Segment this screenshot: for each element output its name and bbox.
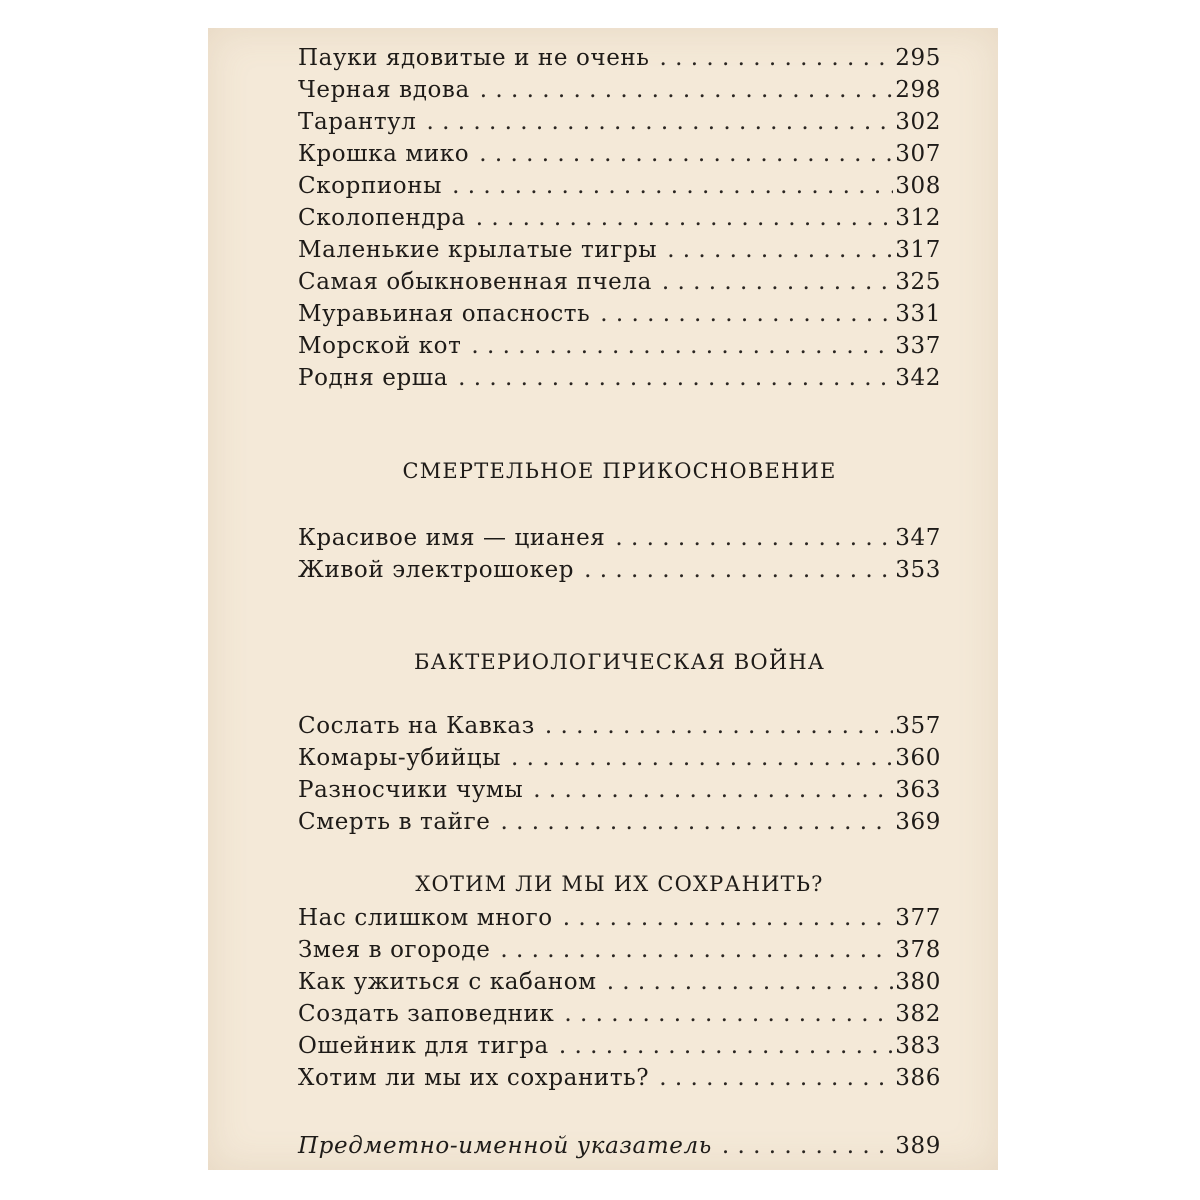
dot-leader [452, 170, 893, 202]
dot-leader [559, 1030, 893, 1062]
entry-title: Смерть в тайге [298, 809, 491, 835]
entry-page: 331 [895, 301, 941, 327]
toc-entry [298, 774, 941, 806]
toc-entry [298, 902, 941, 934]
entry-page: 347 [895, 525, 941, 551]
entry-page: 308 [895, 173, 941, 199]
index-entry [298, 1130, 941, 1162]
entry-page: 382 [895, 1001, 941, 1027]
toc-group-preservation [298, 902, 941, 1094]
toc-entry [298, 934, 941, 966]
entry-title: Сколопендра [298, 205, 466, 231]
dot-leader [662, 266, 893, 298]
entry-page: 383 [895, 1033, 941, 1059]
dot-leader [500, 934, 893, 966]
toc-entry [298, 234, 941, 266]
toc-entry [298, 362, 941, 394]
entry-title: Ошейник для тигра [298, 1033, 549, 1059]
dot-leader [563, 902, 894, 934]
toc-entry [298, 330, 941, 362]
toc-entry [298, 138, 941, 170]
entry-title: Создать заповедник [298, 1001, 555, 1027]
entry-title: Красивое имя — цианея [298, 525, 606, 551]
entry-title: Разносчики чумы [298, 777, 524, 803]
toc-group-index [298, 1130, 941, 1162]
entry-page: 377 [895, 905, 941, 931]
toc-entry [298, 170, 941, 202]
entry-title: Маленькие крылатые тигры [298, 237, 658, 263]
toc-entry [298, 806, 941, 838]
toc-group-deadly-touch [298, 522, 941, 586]
toc-entry [298, 106, 941, 138]
dot-leader [564, 998, 893, 1030]
entry-title: Самая обыкновенная пчела [298, 269, 652, 295]
dot-leader [659, 1062, 893, 1094]
entry-page: 325 [895, 269, 941, 295]
dot-leader [476, 202, 894, 234]
dot-leader [545, 710, 893, 742]
entry-title: Змея в огороде [298, 937, 491, 963]
toc-entry [298, 266, 941, 298]
dot-leader [659, 42, 893, 74]
dot-leader [479, 138, 893, 170]
entry-title: Хотим ли мы их сохранить? [298, 1065, 650, 1091]
dot-leader [500, 806, 893, 838]
toc-entry [298, 1062, 941, 1094]
entry-page: 307 [895, 141, 941, 167]
entry-title: Морской кот [298, 333, 462, 359]
dot-leader [533, 774, 893, 806]
entry-page: 295 [895, 45, 941, 71]
dot-leader [600, 298, 893, 330]
toc-entry [298, 74, 941, 106]
toc-entry [298, 554, 941, 586]
entry-title: Предметно-именной указатель [298, 1133, 712, 1159]
dot-leader [584, 554, 893, 586]
dot-leader [667, 234, 893, 266]
toc-entry [298, 298, 941, 330]
entry-page: 389 [895, 1133, 941, 1159]
entry-page: 353 [895, 557, 941, 583]
dot-leader [607, 966, 894, 998]
toc-entry [298, 742, 941, 774]
toc-group-bacteriological-war [298, 710, 941, 838]
entry-title: Муравьиная опасность [298, 301, 591, 327]
dot-leader [615, 522, 893, 554]
toc-entry [298, 1030, 941, 1062]
entry-page: 378 [895, 937, 941, 963]
entry-title: Как ужиться с кабаном [298, 969, 597, 995]
entry-title: Скорпионы [298, 173, 443, 199]
toc-entry [298, 966, 941, 998]
entry-page: 298 [895, 77, 941, 103]
entry-page: 360 [895, 745, 941, 771]
dot-leader [722, 1130, 893, 1162]
entry-page: 312 [895, 205, 941, 231]
toc-entry [298, 202, 941, 234]
entry-title: Живой электрошокер [298, 557, 575, 583]
entry-page: 363 [895, 777, 941, 803]
entry-page: 342 [895, 365, 941, 391]
entry-page: 317 [895, 237, 941, 263]
entry-title: Тарантул [298, 109, 417, 135]
entry-title: Родня ерша [298, 365, 449, 391]
entry-page: 386 [895, 1065, 941, 1091]
section-heading: СМЕРТЕЛЬНОЕ ПРИКОСНОВЕНИЕ [402, 459, 837, 483]
entry-title: Комары-убийцы [298, 745, 501, 771]
section-heading: БАКТЕРИОЛОГИЧЕСКАЯ ВОЙНА [414, 650, 825, 674]
entry-page: 302 [895, 109, 941, 135]
toc-entry [298, 522, 941, 554]
dot-leader [458, 362, 893, 394]
dot-leader [427, 106, 894, 138]
entry-page: 357 [895, 713, 941, 739]
entry-page: 369 [895, 809, 941, 835]
entry-title: Пауки ядовитые и не очень [298, 45, 650, 71]
entry-title: Нас слишком много [298, 905, 553, 931]
dot-leader [511, 742, 893, 774]
section-heading: ХОТИМ ЛИ МЫ ИХ СОХРАНИТЬ? [415, 872, 824, 896]
entry-page: 380 [895, 969, 941, 995]
entry-title: Крошка мико [298, 141, 470, 167]
toc-group-spiders [298, 42, 941, 394]
dot-leader [471, 330, 893, 362]
dot-leader [480, 74, 894, 106]
toc-entry [298, 710, 941, 742]
entry-page: 337 [895, 333, 941, 359]
entry-title: Черная вдова [298, 77, 470, 103]
toc-entry [298, 998, 941, 1030]
entry-title: Сослать на Кавказ [298, 713, 535, 739]
toc-entry [298, 42, 941, 74]
